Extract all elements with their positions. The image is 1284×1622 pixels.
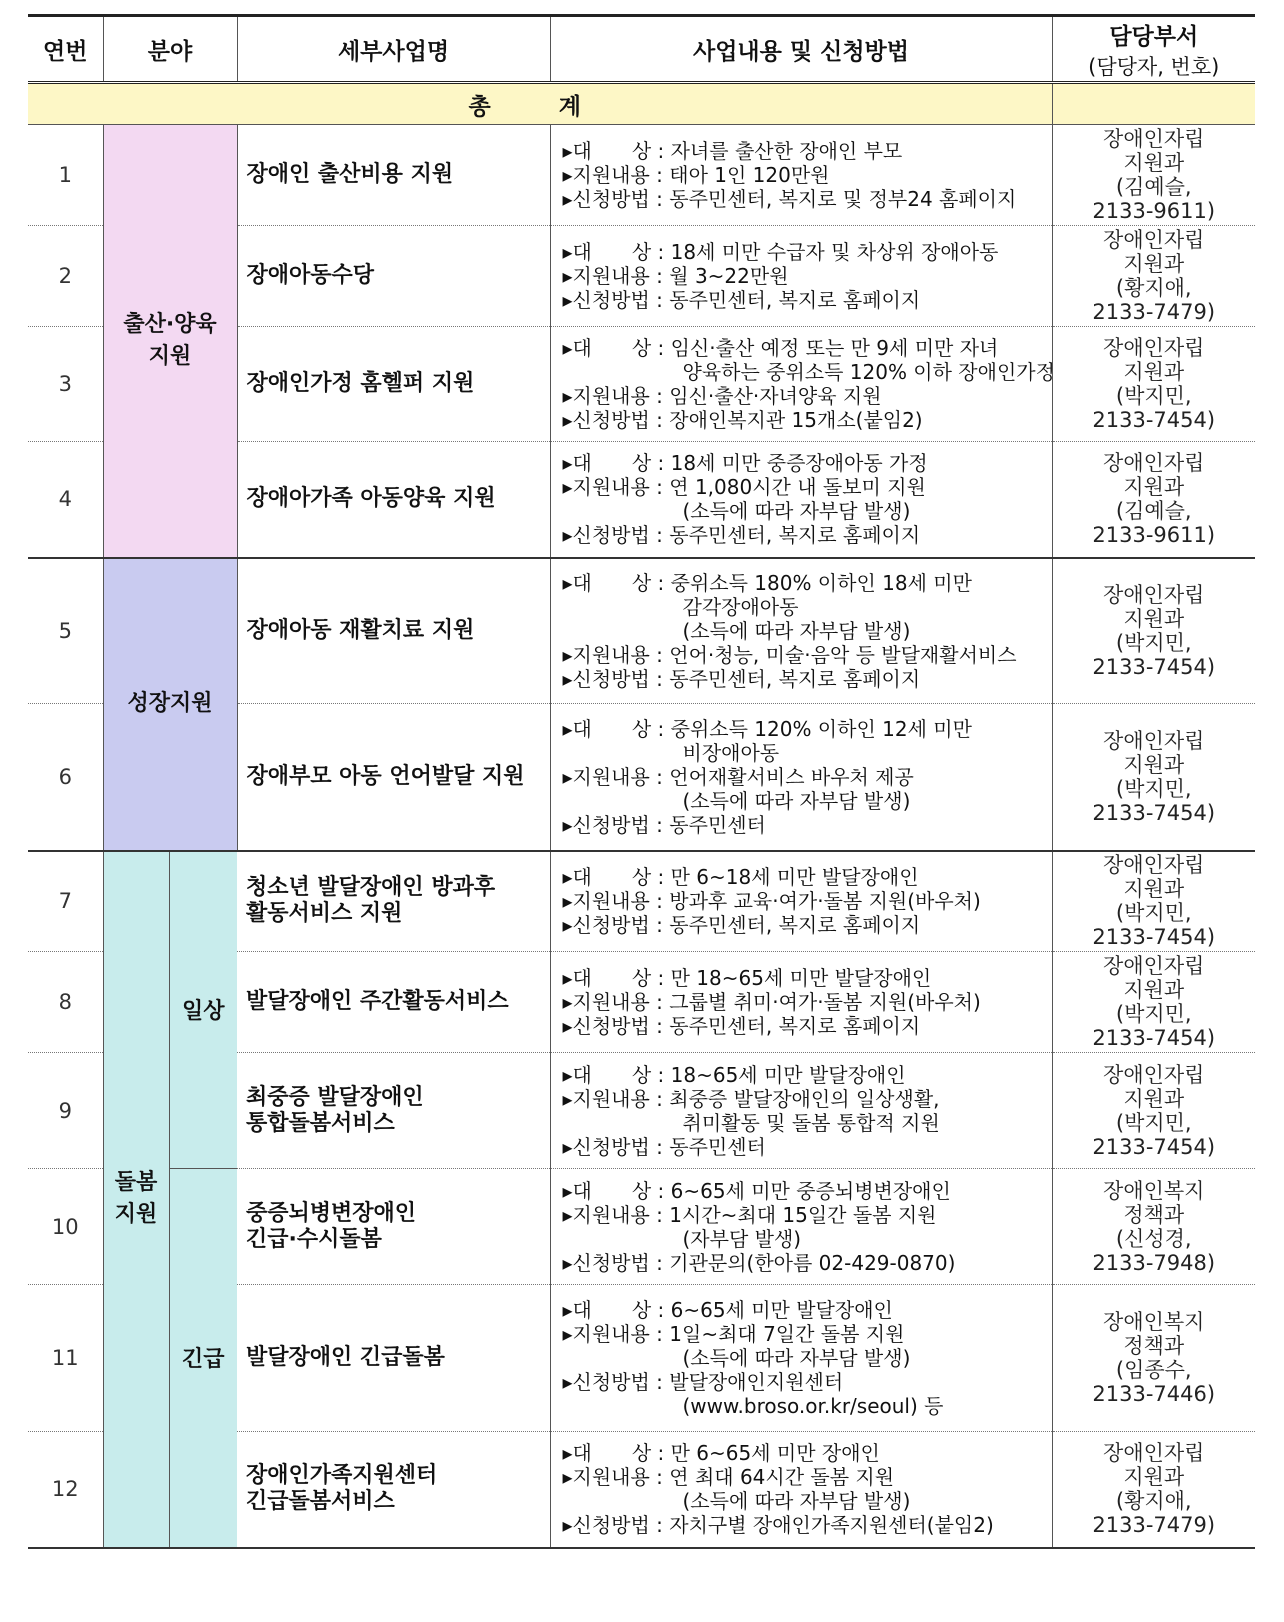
total-label: 총 계 xyxy=(28,83,1052,125)
content-line: ▸대 상 : 6~65세 미만 발달장애인 xyxy=(562,1298,893,1322)
category-care: 돌봄 지원 xyxy=(103,851,169,1548)
department-contact: 장애인복지 정책과 (신성경, 2133-7948) xyxy=(1052,1169,1255,1285)
content-line: ▸지원내용 : 언어·청능, 미술·음악 등 발달재활서비스 xyxy=(562,642,1017,667)
content-line: 감각장애아동 xyxy=(682,594,799,619)
content-line: (소득에 따라 자부담 발생) xyxy=(682,1489,911,1514)
category-growth: 성장지원 xyxy=(103,558,237,851)
row-number: 1 xyxy=(28,125,103,226)
project-name: 장애아동수당 xyxy=(237,226,550,327)
content-line: ▸지원내용 : 연 1,080시간 내 돌보미 지원 xyxy=(562,475,926,500)
row-number: 5 xyxy=(28,558,103,704)
project-name: 청소년 발달장애인 방과후 활동서비스 지원 xyxy=(237,851,550,952)
content-line: (소득에 따라 자부담 발생) xyxy=(682,499,911,524)
content-line: ▸대 상 : 만 18~65세 미만 발달장애인 xyxy=(562,966,932,990)
content-line: ▸대 상 : 18세 미만 수급자 및 차상위 장애아동 xyxy=(562,240,999,264)
project-content xyxy=(550,1432,1052,1548)
department-contact: 장애인자립 지원과 (박지민, 2133-7454) xyxy=(1052,704,1255,851)
content-line: ▸신청방법 : 동주민센터, 복지로 및 정부24 홈페이지 xyxy=(562,187,1017,211)
content-line: ▸대 상 : 만 6~18세 미만 발달장애인 xyxy=(562,865,919,890)
project-content xyxy=(550,327,1055,442)
header-department xyxy=(1052,16,1255,83)
table-row xyxy=(28,558,1255,704)
project-content xyxy=(550,1169,1052,1285)
content-line: ▸대 상 : 중위소득 180% 이하인 18세 미만 xyxy=(562,570,972,595)
content-line: ▸대 상 : 자녀를 출산한 장애인 부모 xyxy=(562,139,903,163)
department-contact: 장애인자립 지원과 (김예슬, 2133-9611) xyxy=(1052,125,1255,226)
project-content xyxy=(550,1053,1052,1169)
header-number: 연번 xyxy=(28,16,103,83)
project-content xyxy=(550,952,1052,1053)
row-number: 4 xyxy=(28,442,103,558)
content-line: (www.broso.or.kr/seoul) 등 xyxy=(682,1394,944,1418)
content-line: ▸대 상 : 만 6~65세 미만 장애인 xyxy=(562,1441,880,1466)
project-name: 장애아가족 아동양육 지원 xyxy=(237,442,550,558)
row-number: 8 xyxy=(28,952,103,1053)
project-name: 발달장애인 긴급돌봄 xyxy=(237,1285,550,1432)
content-line: (소득에 따라 자부담 발생) xyxy=(682,788,911,813)
project-name: 장애인 출산비용 지원 xyxy=(237,125,550,226)
content-line: ▸신청방법 : 기관문의(한아름 02-429-0870) xyxy=(562,1250,956,1275)
support-program-table xyxy=(28,14,1255,1549)
header-field: 분야 xyxy=(103,16,237,83)
content-line: ▸신청방법 : 동주민센터, 복지로 홈페이지 xyxy=(562,913,921,938)
subcategory-emergency: 긴급 xyxy=(169,1169,237,1548)
content-line: ▸지원내용 : 태아 1인 120만원 xyxy=(562,163,830,187)
table-row xyxy=(28,1169,1255,1285)
row-number: 2 xyxy=(28,226,103,327)
content-line: ▸신청방법 : 장애인복지관 15개소(붙임2) xyxy=(562,408,923,432)
content-line: ▸신청방법 : 동주민센터, 복지로 홈페이지 xyxy=(562,666,921,691)
content-line: ▸대 상 : 18~65세 미만 발달장애인 xyxy=(562,1062,906,1087)
department-contact: 장애인자립 지원과 (김예슬, 2133-9611) xyxy=(1052,442,1255,558)
department-contact: 장애인자립 지원과 (박지민, 2133-7454) xyxy=(1052,327,1255,442)
content-line: (소득에 따라 자부담 발생) xyxy=(682,618,911,643)
content-line: ▸지원내용 : 최중증 발달장애인의 일상생활, xyxy=(562,1086,940,1111)
header-content: 사업내용 및 신청방법 xyxy=(550,16,1052,83)
header-department-subtitle: (담당자, 번호) xyxy=(1088,54,1220,79)
content-line: ▸대 상 : 6~65세 미만 중증뇌병변장애인 xyxy=(562,1178,951,1203)
content-line: ▸지원내용 : 그룹별 취미·여가·돌봄 지원(바우처) xyxy=(562,990,981,1014)
content-line: (자부담 발생) xyxy=(682,1226,802,1251)
department-contact: 장애인자립 지원과 (박지민, 2133-7454) xyxy=(1052,851,1255,952)
content-line: ▸지원내용 : 임신·출산·자녀양육 지원 xyxy=(562,384,882,408)
row-number: 12 xyxy=(28,1432,103,1548)
content-line: ▸신청방법 : 동주민센터, 복지로 홈페이지 xyxy=(562,1014,921,1038)
department-contact: 장애인자립 지원과 (박지민, 2133-7454) xyxy=(1052,558,1255,704)
content-line: ▸지원내용 : 연 최대 64시간 돌봄 지원 xyxy=(562,1465,895,1490)
department-contact: 장애인자립 지원과 (황지애, 2133-7479) xyxy=(1052,1432,1255,1548)
content-line: ▸지원내용 : 1일~최대 7일간 돌봄 지원 xyxy=(562,1322,905,1346)
table-row xyxy=(28,125,1255,226)
row-number: 10 xyxy=(28,1169,103,1285)
content-line: ▸지원내용 : 언어재활서비스 바우처 제공 xyxy=(562,764,914,789)
project-name: 장애아동 재활치료 지원 xyxy=(237,558,550,704)
content-line: (소득에 따라 자부담 발생) xyxy=(682,1346,911,1370)
department-contact: 장애인복지 정책과 (임종수, 2133-7446) xyxy=(1052,1285,1255,1432)
department-contact: 장애인자립 지원과 (박지민, 2133-7454) xyxy=(1052,1053,1255,1169)
table-row xyxy=(28,851,1255,952)
row-number: 11 xyxy=(28,1285,103,1432)
content-line: 취미활동 및 돌봄 통합적 지원 xyxy=(682,1110,940,1135)
row-number: 6 xyxy=(28,704,103,851)
project-content xyxy=(550,1285,1052,1432)
content-line: ▸신청방법 : 동주민센터, 복지로 홈페이지 xyxy=(562,288,921,312)
department-contact: 장애인자립 지원과 (황지애, 2133-7479) xyxy=(1052,226,1255,327)
row-number: 3 xyxy=(28,327,103,442)
total-row xyxy=(28,83,1255,125)
content-line: ▸대 상 : 임신·출산 예정 또는 만 9세 미만 자녀 xyxy=(562,336,999,360)
subcategory-daily: 일상 xyxy=(169,851,237,1169)
project-name: 장애부모 아동 언어발달 지원 xyxy=(237,704,550,851)
content-line: ▸신청방법 : 동주민센터, 복지로 홈페이지 xyxy=(562,523,921,548)
content-line: ▸대 상 : 중위소득 120% 이하인 12세 미만 xyxy=(562,716,972,741)
project-name: 최중증 발달장애인 통합돌봄서비스 xyxy=(237,1053,550,1169)
content-line: ▸신청방법 : 동주민센터 xyxy=(562,812,766,837)
project-name: 중증뇌병변장애인 긴급·수시돌봄 xyxy=(237,1169,550,1285)
project-content xyxy=(550,704,1052,851)
project-content xyxy=(550,226,1052,327)
project-name: 장애인가족지원센터 긴급돌봄서비스 xyxy=(237,1432,550,1548)
content-line: 양육하는 중위소득 120% 이하 장애인가정 xyxy=(682,360,1055,384)
header-department-title: 담당부서 xyxy=(1109,23,1199,50)
header-project-name: 세부사업명 xyxy=(237,16,550,83)
project-content xyxy=(550,442,1052,558)
content-line: ▸신청방법 : 동주민센터 xyxy=(562,1134,766,1159)
project-content xyxy=(550,851,1052,952)
project-name: 발달장애인 주간활동서비스 xyxy=(237,952,550,1053)
project-name: 장애인가정 홈헬퍼 지원 xyxy=(237,327,550,442)
content-line: ▸지원내용 : 1시간~최대 15일간 돌봄 지원 xyxy=(562,1202,937,1227)
content-line: ▸대 상 : 18세 미만 중증장애아동 가정 xyxy=(562,451,928,476)
project-content xyxy=(550,558,1052,704)
row-number: 7 xyxy=(28,851,103,952)
content-line: ▸신청방법 : 발달장애인지원센터 xyxy=(562,1370,844,1394)
content-line: ▸지원내용 : 월 3~22만원 xyxy=(562,264,789,288)
project-content xyxy=(550,125,1052,226)
header-row xyxy=(28,16,1255,83)
department-contact: 장애인자립 지원과 (박지민, 2133-7454) xyxy=(1052,952,1255,1053)
content-line: 비장애아동 xyxy=(682,740,780,765)
row-number: 9 xyxy=(28,1053,103,1169)
content-line: ▸지원내용 : 방과후 교육·여가·돌봄 지원(바우처) xyxy=(562,889,981,914)
total-empty-cell xyxy=(1052,83,1255,125)
category-birth-childcare: 출산·양육 지원 xyxy=(103,125,237,558)
content-line: ▸신청방법 : 자치구별 장애인가족지원센터(붙임2) xyxy=(562,1513,994,1538)
